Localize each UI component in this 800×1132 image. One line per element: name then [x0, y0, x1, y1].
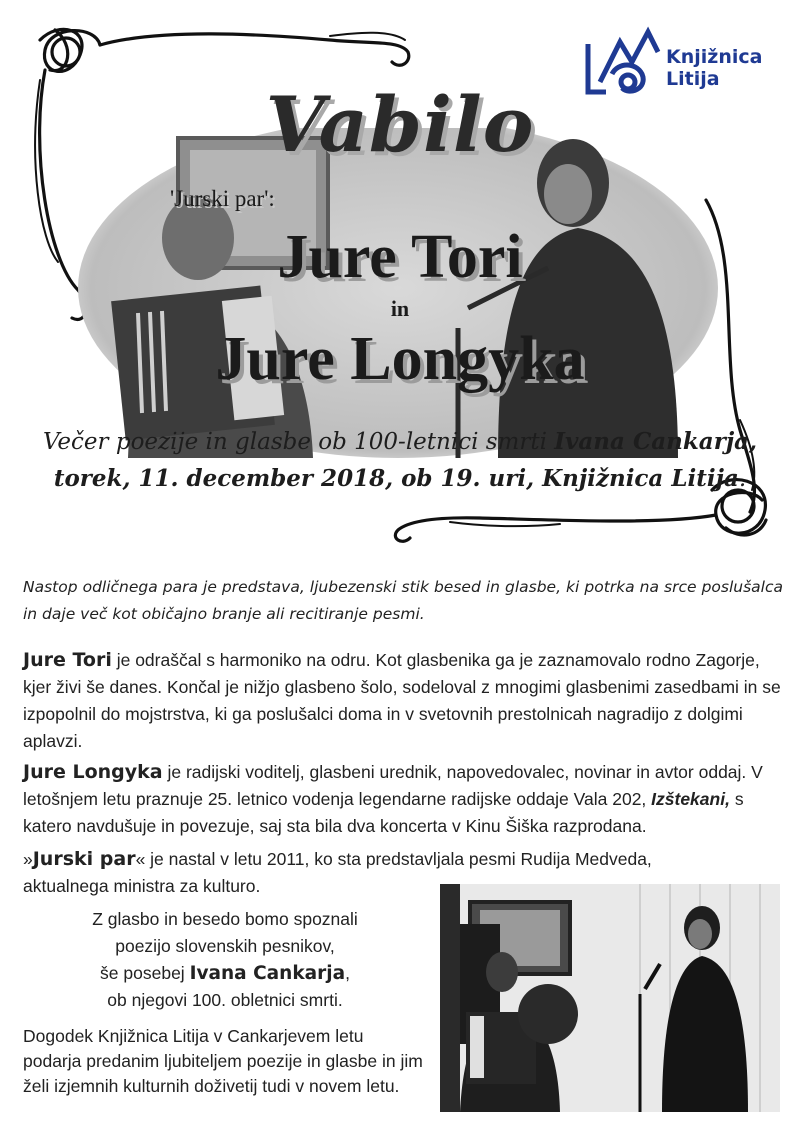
center-verses [60, 906, 390, 1014]
verse-line-4: ob njegovi 100. obletnici smrti. [107, 990, 343, 1010]
logo-line-2: Litija [666, 68, 720, 90]
verse-line-3 [60, 960, 390, 987]
longyka-text-1: je radijski voditelj, glasbeni urednik, napovedovalec, novinar in avtor oddaj. V letošnjem letu praznuje 25. letnico vodenja legendarne radijske oddaje Vala 202, [23, 762, 763, 809]
tori-text: je odraščal s harmoniko na odru. Kot glasbenika ga je zaznamovalo rodno Zagorje, kjer živi še danes. Končal je nižjo glasbeno šolo, sodeloval z mnogimi glasbenimi zasedbami in se izpopolnil do mojstrstva, ki ga poslušalci doma in v svetovnih prestolnicah nagradijo z dolgimi aplavzi. [23, 650, 781, 751]
verse-line-3-prefix: še posebej [100, 963, 190, 983]
tori-name: Jure Tori [23, 649, 112, 671]
conjunction: in [390, 296, 410, 321]
event-description [0, 428, 800, 455]
longyka-text-2: s katero navdušuje in povezuje, saj sta bila dva koncerta v Kinu Šiška razprodana. [23, 789, 744, 836]
closing-paragraph: Dogodek Knjižnica Litija v Cankarjevem letu podarja predanim ljubiteljem poezije in glasbe in jim želi izjemnih kulturnih doživetij tudi v novem letu. [23, 1026, 423, 1096]
event-line-1: Večer poezije in glasbe ob 100-letnici smrti [42, 429, 555, 455]
longyka-name: Jure Longyka [23, 761, 163, 783]
event-line-2-end: . [738, 466, 747, 492]
show-name: Izštekani, [651, 789, 730, 809]
hero-photo [78, 128, 728, 458]
logo-line-1: Knjižnica [666, 46, 763, 68]
invitation-title: Vabilo [265, 80, 535, 169]
intro-paragraph: Nastop odličnega para je predstava, ljubezenski stik besed in glasbe, ki potrka na srce poslušalca in daje več kot običajno branje ali recitiranje pesmi. [23, 578, 783, 623]
duo-text: « je nastal v letu 2011, ko sta predstavljala pesmi Rudija Medveda, aktualnega ministra za kulturo. [23, 849, 652, 896]
quote-open: » [23, 849, 33, 869]
event-datetime [0, 465, 800, 492]
longyka-paragraph [23, 759, 788, 840]
duo-name: Jurski par [32, 848, 136, 870]
event-line-2: torek, 11. december 2018, ob 19. uri, Knjižnica Litija [53, 465, 739, 492]
verse-line-1: Z glasbo in besedo bomo spoznali [92, 909, 358, 929]
performer-name-2: Jure Longyka [215, 325, 585, 393]
tori-paragraph [23, 647, 788, 755]
performer-name-1: Jure Tori [277, 223, 523, 291]
duo-subtitle: 'Jurski par': [170, 186, 275, 211]
performers-photo [440, 884, 780, 1112]
event-honoree: Ivana Cankarja, [554, 428, 758, 455]
verse-line-2: poezijo slovenskih pesnikov, [115, 936, 335, 956]
verse-honoree: Ivana Cankarja [189, 963, 346, 984]
verse-line-3-suffix: , [345, 963, 350, 983]
